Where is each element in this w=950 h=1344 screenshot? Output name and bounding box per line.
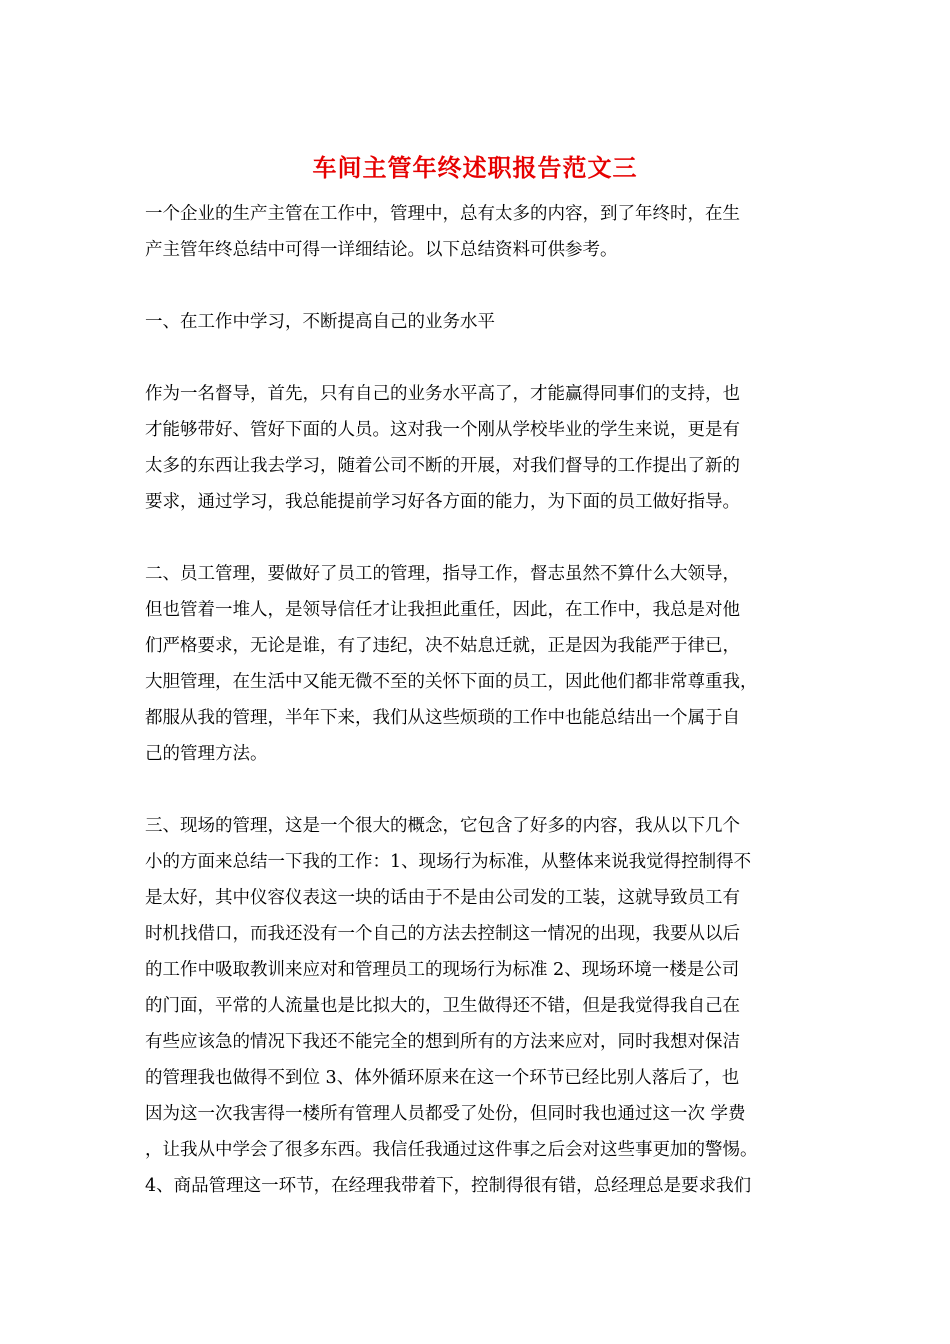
text-line: 才能够带好、管好下面的人员。这对我一个刚从学校毕业的学生来说，更是有 <box>145 420 740 440</box>
text-line: 一个企业的生产主管在工作中，管理中，总有太多的内容，到了年终时，在生 <box>145 204 740 224</box>
text-line: ，让我从中学会了很多东西。我信任我通过这件事之后会对这些事更加的警惕。 <box>145 1140 758 1160</box>
text-line: 们严格要求，无论是谁，有了违纪，决不姑息迁就，正是因为我能严于律已， <box>145 636 740 656</box>
text-line: 一、在工作中学习，不断提高自己的业务水平 <box>145 312 495 332</box>
text-line: 都服从我的管理，半年下来，我们从这些烦琐的工作中也能总结出一个属于自 <box>145 708 740 728</box>
document-title: 车间主管年终述职报告范文三 <box>312 153 638 182</box>
paragraph-gap <box>145 520 810 556</box>
text-line: 有些应该急的情况下我还不能完全的想到所有的方法来应对，同时我想对保洁 <box>145 1032 740 1052</box>
text-line: 要求，通过学习，我总能提前学习好各方面的能力，为下面的员工做好指导。 <box>145 492 740 512</box>
text-line: 时机找借口，而我还没有一个自己的方法去控制这一情况的出现，我要从以后 <box>145 924 740 944</box>
paragraph-gap <box>145 268 810 304</box>
document-body <box>145 196 810 1204</box>
text-line: 作为一名督导，首先，只有自己的业务水平高了，才能赢得同事们的支持，也 <box>145 384 740 404</box>
text-line: 产主管年终总结中可得一详细结论。以下总结资料可供参考。 <box>145 240 618 260</box>
paragraph-gap <box>145 772 810 808</box>
paragraph-gap <box>145 340 810 376</box>
text-line: 己的管理方法。 <box>145 744 268 764</box>
text-line: 的门面，平常的人流量也是比拟大的，卫生做得还不错，但是我觉得我自己在 <box>145 996 740 1016</box>
text-line: 大胆管理，在生活中又能无微不至的关怀下面的员工，因此他们都非常尊重我， <box>145 672 758 692</box>
text-line: 的工作中吸取教训来应对和管理员工的现场行为标准 2、现场环境一楼是公司 <box>145 960 740 980</box>
text-line: 小的方面来总结一下我的工作：1、现场行为标准，从整体来说我觉得控制得不 <box>145 852 752 872</box>
text-line: 但也管着一堆人，是领导信任才让我担此重任，因此，在工作中，我总是对他 <box>145 600 740 620</box>
text-line: 是太好，其中仪容仪表这一块的话由于不是由公司发的工装，这就导致员工有 <box>145 888 740 908</box>
text-line: 的管理我也做得不到位 3、体外循环原来在这一个环节已经比别人落后了，也 <box>145 1068 740 1088</box>
text-line: 三、现场的管理，这是一个很大的概念，它包含了好多的内容，我从以下几个 <box>145 816 740 836</box>
text-line: 4、商品管理这一环节，在经理我带着下，控制得很有错，总经理总是要求我们 <box>145 1176 752 1196</box>
text-line: 太多的东西让我去学习，随着公司不断的开展，对我们督导的工作提出了新的 <box>145 456 740 476</box>
text-line: 因为这一次我害得一楼所有管理人员都受了处份，但同时我也通过这一次 学费 <box>145 1104 746 1124</box>
text-line: 二、员工管理，要做好了员工的管理，指导工作，督志虽然不算什么大领导， <box>145 564 740 584</box>
